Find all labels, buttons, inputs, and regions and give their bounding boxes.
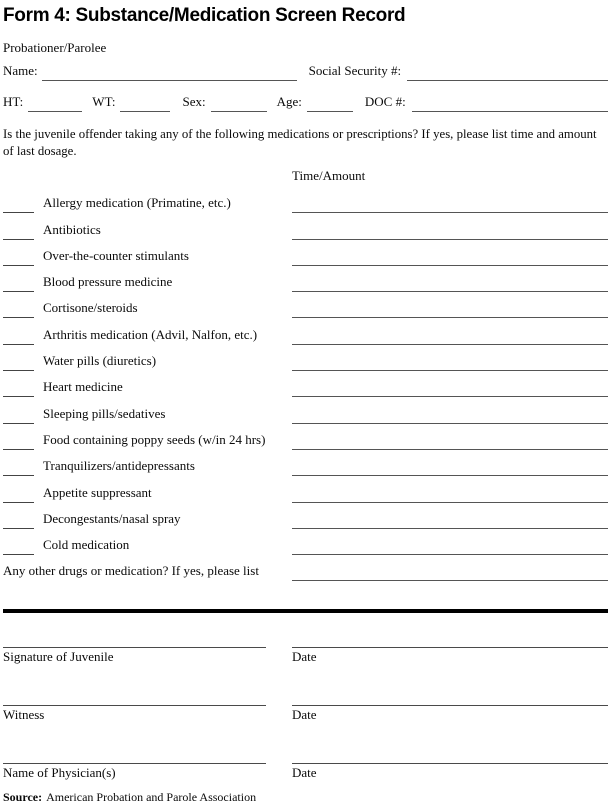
- medication-label: Allergy medication (Primatine, etc.): [43, 195, 231, 211]
- medication-row: [3, 189, 608, 215]
- age-input-line[interactable]: [307, 110, 353, 112]
- time-amount-line[interactable]: [292, 290, 608, 292]
- medication-label: Sleeping pills/sedatives: [43, 405, 166, 421]
- screening-question: Is the juvenile offender taking any of the following medications or prescriptions? If yes, please list time and amount of last dosage.: [3, 127, 597, 158]
- check-blank-line[interactable]: [3, 501, 34, 503]
- medication-label: Heart medicine: [43, 379, 123, 395]
- medication-row: [3, 505, 608, 531]
- physician-name-label: Name of Physician(s): [3, 765, 116, 781]
- ssn-label: Social Security #:: [308, 63, 402, 78]
- medication-row: [3, 268, 608, 294]
- time-amount-line[interactable]: [292, 343, 608, 345]
- medication-label: Water pills (diuretics): [43, 353, 157, 369]
- source-prefix-label: Source:: [3, 790, 43, 805]
- doc-number-label: DOC #:: [364, 94, 406, 109]
- medication-label: Antibiotics: [43, 221, 101, 237]
- medication-row: [3, 320, 608, 346]
- medication-label: Cold medication: [43, 537, 130, 553]
- time-amount-line[interactable]: [292, 211, 608, 213]
- physician-date-label: Date: [292, 765, 317, 781]
- check-blank-line[interactable]: [3, 343, 34, 345]
- name-input-line[interactable]: [42, 79, 297, 81]
- juvenile-signature-label: Signature of Juvenile: [3, 649, 114, 665]
- check-blank-line[interactable]: [3, 290, 34, 292]
- name-ssn-row: [3, 59, 608, 83]
- time-amount-line[interactable]: [292, 553, 608, 555]
- time-amount-line[interactable]: [292, 448, 608, 450]
- check-blank-line[interactable]: [3, 316, 34, 318]
- check-blank-line[interactable]: [3, 238, 34, 240]
- medication-label: Food containing poppy seeds (w/in 24 hrs): [43, 431, 266, 447]
- medication-row: [3, 452, 608, 478]
- medication-label: Cortisone/steroids: [43, 300, 138, 316]
- ht-input-line[interactable]: [28, 110, 82, 112]
- section-divider: [3, 609, 608, 613]
- probationer-parolee-label: Probationer/Parolee: [3, 40, 107, 55]
- juvenile-date-label: Date: [292, 649, 317, 665]
- check-blank-line[interactable]: [3, 211, 34, 213]
- check-blank-line[interactable]: [3, 369, 34, 371]
- physician-row: [3, 762, 608, 781]
- medication-row: [3, 399, 608, 425]
- check-blank-line[interactable]: [3, 448, 34, 450]
- sex-input-line[interactable]: [211, 110, 267, 112]
- medication-label: Decongestants/nasal spray: [43, 510, 181, 526]
- doc-number-input-line[interactable]: [412, 110, 608, 112]
- time-amount-line[interactable]: [292, 395, 608, 397]
- time-amount-line[interactable]: [292, 474, 608, 476]
- check-blank-line[interactable]: [3, 264, 34, 266]
- vitals-row: [3, 90, 608, 114]
- medication-row: [3, 531, 608, 557]
- medication-row: [3, 215, 608, 241]
- check-blank-line[interactable]: [3, 553, 34, 555]
- witness-date-label: Date: [292, 707, 317, 723]
- time-amount-line[interactable]: [292, 238, 608, 240]
- sex-label: Sex:: [182, 94, 206, 109]
- other-drugs-line[interactable]: [292, 579, 608, 581]
- ht-label: HT:: [3, 94, 24, 109]
- medication-row: [3, 294, 608, 320]
- time-amount-line[interactable]: [292, 264, 608, 266]
- medication-row: [3, 347, 608, 373]
- time-amount-line[interactable]: [292, 527, 608, 529]
- check-blank-line[interactable]: [3, 474, 34, 476]
- medication-label: Tranquilizers/antidepressants: [43, 458, 195, 474]
- age-label: Age:: [276, 94, 302, 109]
- other-drugs-label: Any other drugs or medication? If yes, please list: [3, 563, 259, 579]
- other-drugs-row: [3, 557, 608, 583]
- form-title: Form 4: Substance/Medication Screen Record: [3, 5, 406, 26]
- check-blank-line[interactable]: [3, 527, 34, 529]
- medication-label: Blood pressure medicine: [43, 274, 173, 290]
- medication-row: [3, 373, 608, 399]
- time-amount-line[interactable]: [292, 422, 608, 424]
- time-amount-line[interactable]: [292, 369, 608, 371]
- time-amount-line[interactable]: [292, 501, 608, 503]
- medication-label: Appetite suppressant: [43, 484, 152, 500]
- signature-of-juvenile-row: [3, 646, 608, 665]
- source-text: American Probation and Parole Association: [46, 790, 257, 805]
- witness-label: Witness: [3, 707, 45, 723]
- medication-list: [3, 189, 608, 583]
- medication-row: [3, 478, 608, 504]
- ssn-input-line[interactable]: [407, 79, 608, 81]
- check-blank-line[interactable]: [3, 395, 34, 397]
- medication-row: [3, 426, 608, 452]
- medication-label: Arthritis medication (Advil, Nalfon, etc.): [43, 326, 258, 342]
- name-label: Name:: [3, 63, 38, 78]
- wt-label: WT:: [92, 94, 116, 109]
- wt-input-line[interactable]: [120, 110, 170, 112]
- source-attribution: [3, 790, 608, 805]
- medication-label: Over-the-counter stimulants: [43, 247, 189, 263]
- witness-row: [3, 704, 608, 723]
- time-amount-line[interactable]: [292, 316, 608, 318]
- check-blank-line[interactable]: [3, 422, 34, 424]
- medication-row: [3, 242, 608, 268]
- time-amount-column-header: Time/Amount: [292, 168, 366, 183]
